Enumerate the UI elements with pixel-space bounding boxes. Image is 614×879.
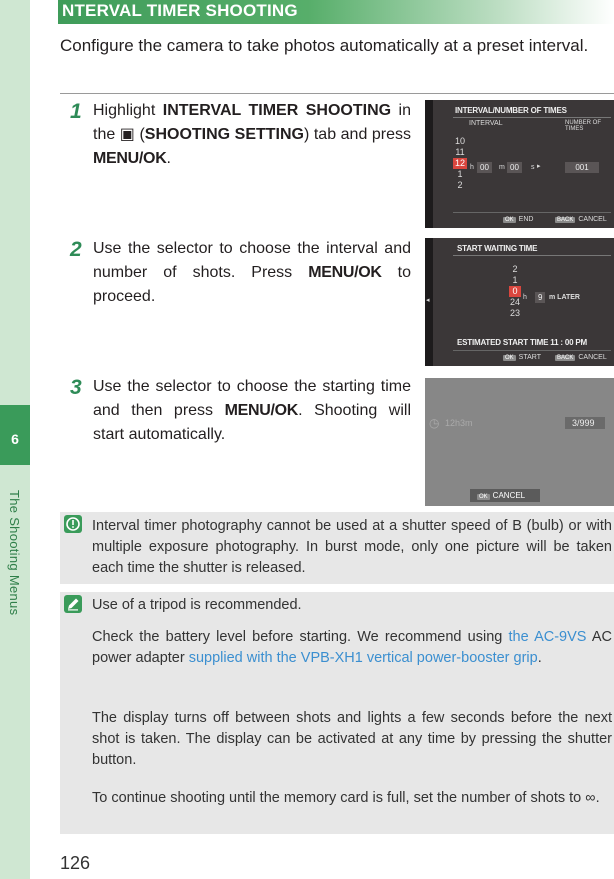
cancel-hint: BACK CANCEL — [557, 354, 607, 361]
hour-dial: 2 1 0 24 23 — [509, 264, 520, 318]
tip-paragraph-3: The display turns off between shots and lights a few seconds before the next shot is taken. The display can be activated at any time by pressing the shutter button. — [92, 710, 612, 768]
camera-screen-interval: INTERVAL/NUMBER OF TIMES INTERVAL NUMBER OF TIMES 10 11 12 1 2 h 00 m 00 s ▸ 001 OK END BACK CANCEL — [425, 100, 614, 228]
seconds-value: 00 — [507, 162, 522, 173]
chapter-label: The Shooting Menus — [7, 490, 22, 616]
step-number: 1 — [70, 100, 82, 123]
screen-title: INTERVAL/NUMBER OF TIMES — [455, 106, 567, 115]
tip-note — [60, 592, 614, 834]
minutes-value: 00 — [477, 162, 492, 173]
step-number: 2 — [70, 238, 82, 261]
later-label: m LATER — [549, 294, 580, 301]
grip-link[interactable]: supplied with the VPB-XH1 vertical power-booster grip — [188, 650, 538, 666]
start-hint: OK START — [505, 354, 541, 361]
section-title: NTERVAL TIMER SHOOTING — [62, 1, 298, 20]
left-arrow-icon: ◂ — [426, 297, 430, 304]
shot-count: 3/999 — [572, 418, 595, 428]
step-number: 3 — [70, 376, 82, 399]
interval-label: INTERVAL — [469, 120, 503, 127]
step-3-text: Use the selector to choose the starting time and then press MENU/OK. Shooting will start automatically. — [93, 378, 412, 443]
tip-paragraph-2: Check the battery level before starting. We recommend using the AC-9VS AC power adapter supplied with the VPB-XH1 vertical power-booster grip. — [92, 629, 613, 666]
pencil-icon — [64, 595, 82, 613]
minutes-value: 9 — [535, 292, 545, 303]
tip-paragraph-1: Use of a tripod is recommended. — [92, 597, 302, 613]
estimated-start-time: ESTIMATED START TIME 11 : 00 PM — [457, 338, 587, 347]
tip-paragraph-4: To continue shooting until the memory card is full, set the number of shots to ∞. — [92, 790, 600, 806]
cancel-hint: OK CANCEL — [479, 491, 526, 500]
remaining-time: 12h3m — [445, 418, 473, 428]
hour-dial: 10 11 12 1 2 — [454, 136, 465, 190]
interval-timer-icon: ◷ — [429, 416, 440, 430]
screen-title: START WAITING TIME — [457, 244, 538, 253]
shots-label: NUMBER OF TIMES — [565, 120, 601, 132]
camera-screen-shooting — [425, 378, 614, 506]
end-hint: OK END — [505, 216, 534, 223]
page-number: 126 — [60, 853, 91, 873]
camera-screen-start-time: ◂ START WAITING TIME 2 1 0 24 23 h 9 m LATER ESTIMATED START TIME 11 : 00 PM OK START BACK CANCEL — [425, 238, 614, 366]
shooting-setting-icon: ▣ — [119, 126, 135, 143]
right-arrow-icon: ▸ — [537, 163, 541, 170]
step-2-text: Use the selector to choose the interval and number of shots. Press MENU/OK to proceed. — [93, 240, 411, 305]
caution-icon — [64, 515, 82, 533]
shots-value: 001 — [565, 162, 599, 173]
step-1-text: Highlight INTERVAL TIMER SHOOTING in the ▣ (SHOOTING SETTING) tab and press MENU/OK. — [93, 102, 412, 167]
chapter-number-tab: 6 — [0, 405, 30, 465]
ac-adapter-link[interactable]: the AC-9VS — [508, 629, 587, 645]
cancel-hint: BACK CANCEL — [557, 216, 607, 223]
caution-note: Interval timer photography cannot be used at a shutter speed of B (bulb) or with multiple exposure photography. In burst mode, only one picture will be taken each time the shutter is released. — [60, 512, 614, 584]
divider — [60, 93, 614, 94]
intro-paragraph: Configure the camera to take photos automatically at a preset interval. — [60, 36, 589, 55]
